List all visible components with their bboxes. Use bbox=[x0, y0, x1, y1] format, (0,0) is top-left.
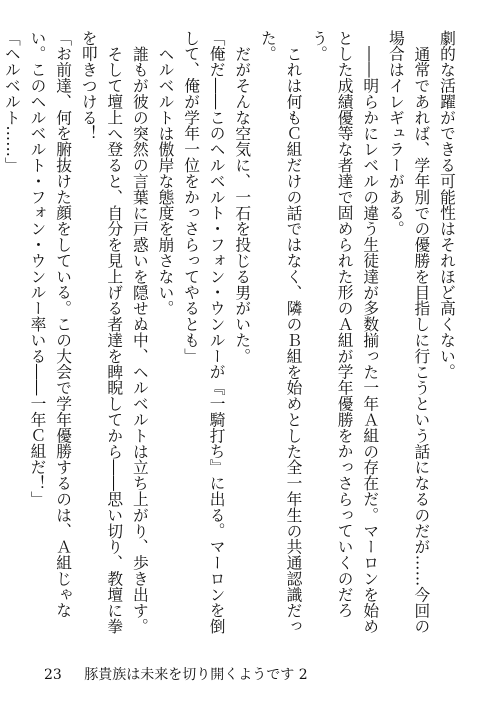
dialogue-paragraph: 「ヘルベルト……」 bbox=[2, 30, 22, 174]
paragraph: ヘルベルトは傲岸な態度を崩さない。 bbox=[156, 45, 176, 316]
book-title: 豚貴族は未来を切り開くようです 2 bbox=[84, 667, 308, 683]
dialogue-paragraph: 「お前達、何を腑抜けた顔をしている。この大会で学年優勝するのは、Ａ組じゃない。このヘルベルト・フォン・ウンルー率いる――一年Ｃ組だ！」 bbox=[28, 30, 74, 619]
vertical-body-text bbox=[0, 30, 460, 642]
paragraph: 通常であれば、学年別での優勝を目指しに行こうという話になるのだが……今回の場合はイレギュラーがある。 bbox=[386, 30, 432, 634]
paragraph: だがそんな空気に、一石を投じる男がいた。 bbox=[233, 45, 253, 364]
paragraph: これは何もＣ組だけの話ではなく、隣のＢ組を始めとした全一年生の共通認識だった。 bbox=[258, 30, 304, 634]
paragraph: ――明らかにレベルの違う生徒達が多数揃った一年Ａ組の存在だ。マーロンを始めとした成績優等な者達で固められた形のＡ組が学年優勝をかっさらっていくのだろう。 bbox=[310, 30, 381, 634]
paragraph: 劇的な活躍ができる可能性はそれほど高くない。 bbox=[438, 30, 457, 380]
dialogue-paragraph: 「俺だ――このヘルベルト・フォン・ウンルーが『一騎打ち』に出る。マーロンを倒して、俺が学年一位をかっさらってやるとも」 bbox=[182, 30, 227, 635]
paragraph: そして壇上へ登ると、自分を見上げる者達を睥睨してから――思い切り、教壇に拳を叩きつける！ bbox=[79, 30, 125, 634]
page-footer bbox=[44, 664, 308, 684]
page-number: 23 bbox=[44, 667, 62, 683]
paragraph: 誰もが彼の突然の言葉に戸惑いを隠せぬ中、ヘルベルトは立ち上がり、歩き出す。 bbox=[130, 45, 150, 634]
